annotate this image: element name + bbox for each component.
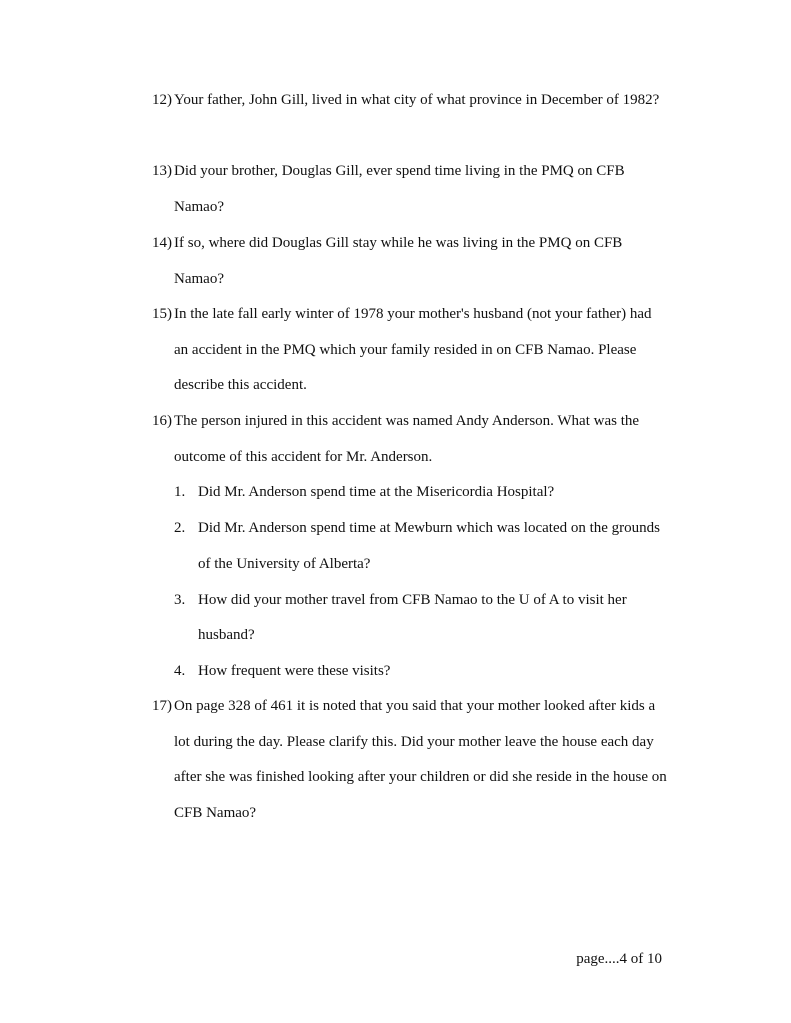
question-text: Did your brother, Douglas Gill, ever spend time living in the PMQ on CFB Namao?	[174, 163, 625, 215]
page-number: page....4 of 10	[576, 951, 662, 967]
sub-question-text: Did Mr. Anderson spend time at Mewburn which was located on the grounds of the University of Alberta?	[198, 520, 661, 572]
question-17	[152, 689, 672, 832]
question-15	[152, 297, 672, 404]
question-number: 12)	[152, 92, 172, 108]
sub-question-2	[174, 511, 669, 582]
sub-question-number: 1.	[174, 484, 186, 501]
question-12	[152, 83, 672, 119]
sub-question-text: How did your mother travel from CFB Namao to the U of A to visit her husband?	[198, 591, 627, 644]
sub-question-text: How frequent were these visits?	[198, 662, 391, 679]
question-text: In the late fall early winter of 1978 your mother's husband (not your father) had an accident in the PMQ which your family resided in on CFB Namao. Please describe this accident.	[174, 306, 652, 394]
question-text: The person injured in this accident was named Andy Anderson. What was the outcome of this accident for Mr. Anderson.	[174, 413, 640, 465]
sub-question-4	[174, 654, 669, 690]
question-14	[152, 226, 672, 297]
sub-question-number: 2.	[174, 520, 186, 537]
sub-question-number: 4.	[174, 662, 186, 679]
sub-question-text: Did Mr. Anderson spend time at the Misericordia Hospital?	[198, 484, 555, 501]
question-number: 14)	[152, 235, 172, 251]
question-number: 16)	[152, 413, 172, 429]
sub-question-3	[174, 583, 669, 654]
question-number: 13)	[152, 163, 172, 179]
sub-question-number: 3.	[174, 591, 186, 608]
question-16	[152, 404, 672, 690]
question-text: On page 328 of 461 it is noted that you said that your mother looked after kids a lot during the day. Please clarify this. Did your mother leave the house each day after she was finished looking after your children or did she reside in the house on CFB Namao?	[174, 698, 667, 822]
question-13	[152, 154, 672, 225]
question-number: 17)	[152, 698, 172, 714]
question-number: 15)	[152, 306, 172, 322]
question-text: If so, where did Douglas Gill stay while he was living in the PMQ on CFB Namao?	[174, 235, 623, 287]
sub-question-1	[174, 475, 669, 511]
question-text: Your father, John Gill, lived in what city of what province in December of 1982?	[174, 92, 660, 108]
